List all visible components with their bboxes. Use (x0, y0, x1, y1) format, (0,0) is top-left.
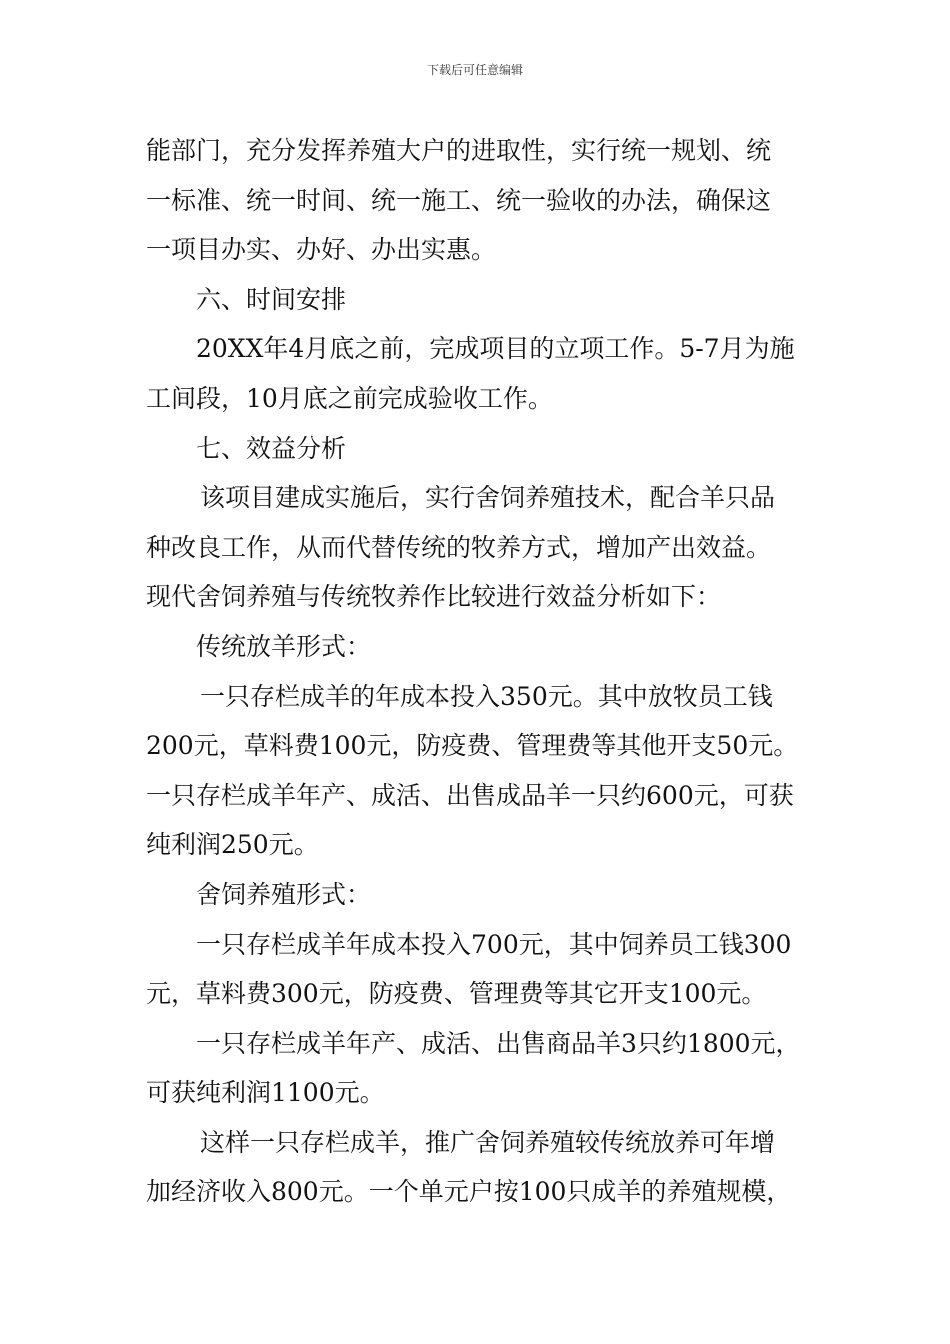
text-line: 一项目办实、办好、办出实惠。 (146, 235, 497, 265)
text-line: 元，草料费300元，防疫费、管理费等其它开支100元。 (146, 979, 767, 1009)
text-line: 该项目建成实施后，实行舍饲养殖技术，配合羊只品 (200, 483, 776, 513)
text-line: 一只存栏成羊年产、成活、出售成品羊一只约600元，可获 (146, 780, 794, 810)
text-line: 现代舍饲养殖与传统牧养作比较进行效益分析如下： (146, 582, 722, 612)
text-line: 能部门，充分发挥养殖大户的进取性，实行统一规划、统 (146, 136, 772, 165)
text-line: 可获纯利润1100元。 (146, 1078, 385, 1108)
text-line: 20XX年4月底之前，完成项目的立项工作。5-7月为施 (196, 334, 795, 364)
text-line: 一标准、统一时间、统一施工、统一验收的办法，确保这 (146, 185, 772, 215)
text-line: 一只存栏成羊年产、成活、出售商品羊3只约1800元， (196, 1028, 801, 1058)
text-line: 这样一只存栏成羊，推广舍饲养殖较传统放养可年增 (200, 1127, 776, 1157)
text-line: 一只存栏成羊的年成本投入350元。其中放牧员工钱 (200, 681, 773, 711)
text-line: 纯利润250元。 (146, 830, 319, 860)
document-body (146, 126, 811, 1217)
section-heading-time: 六、时间安排 (196, 284, 347, 314)
text-line: 200元，草料费100元，防疫费、管理费等其他开支50元。 (146, 731, 799, 761)
text-line: 种改良工作，从而代替传统的牧养方式，增加产出效益。 (146, 532, 772, 562)
page-header: 下载后可任意编辑 (426, 63, 523, 77)
text-line: 一只存栏成羊年成本投入700元，其中饲养员工钱300 (196, 929, 792, 959)
section-heading-benefit: 七、效益分析 (196, 433, 347, 463)
subheading-traditional: 传统放羊形式： (196, 631, 372, 661)
text-line: 工间段，10月底之前完成验收工作。 (146, 383, 553, 413)
text-line: 加经济收入800元。一个单元户按100只成羊的养殖规模， (146, 1177, 792, 1207)
subheading-stall-feeding: 舍饲养殖形式： (196, 879, 372, 909)
